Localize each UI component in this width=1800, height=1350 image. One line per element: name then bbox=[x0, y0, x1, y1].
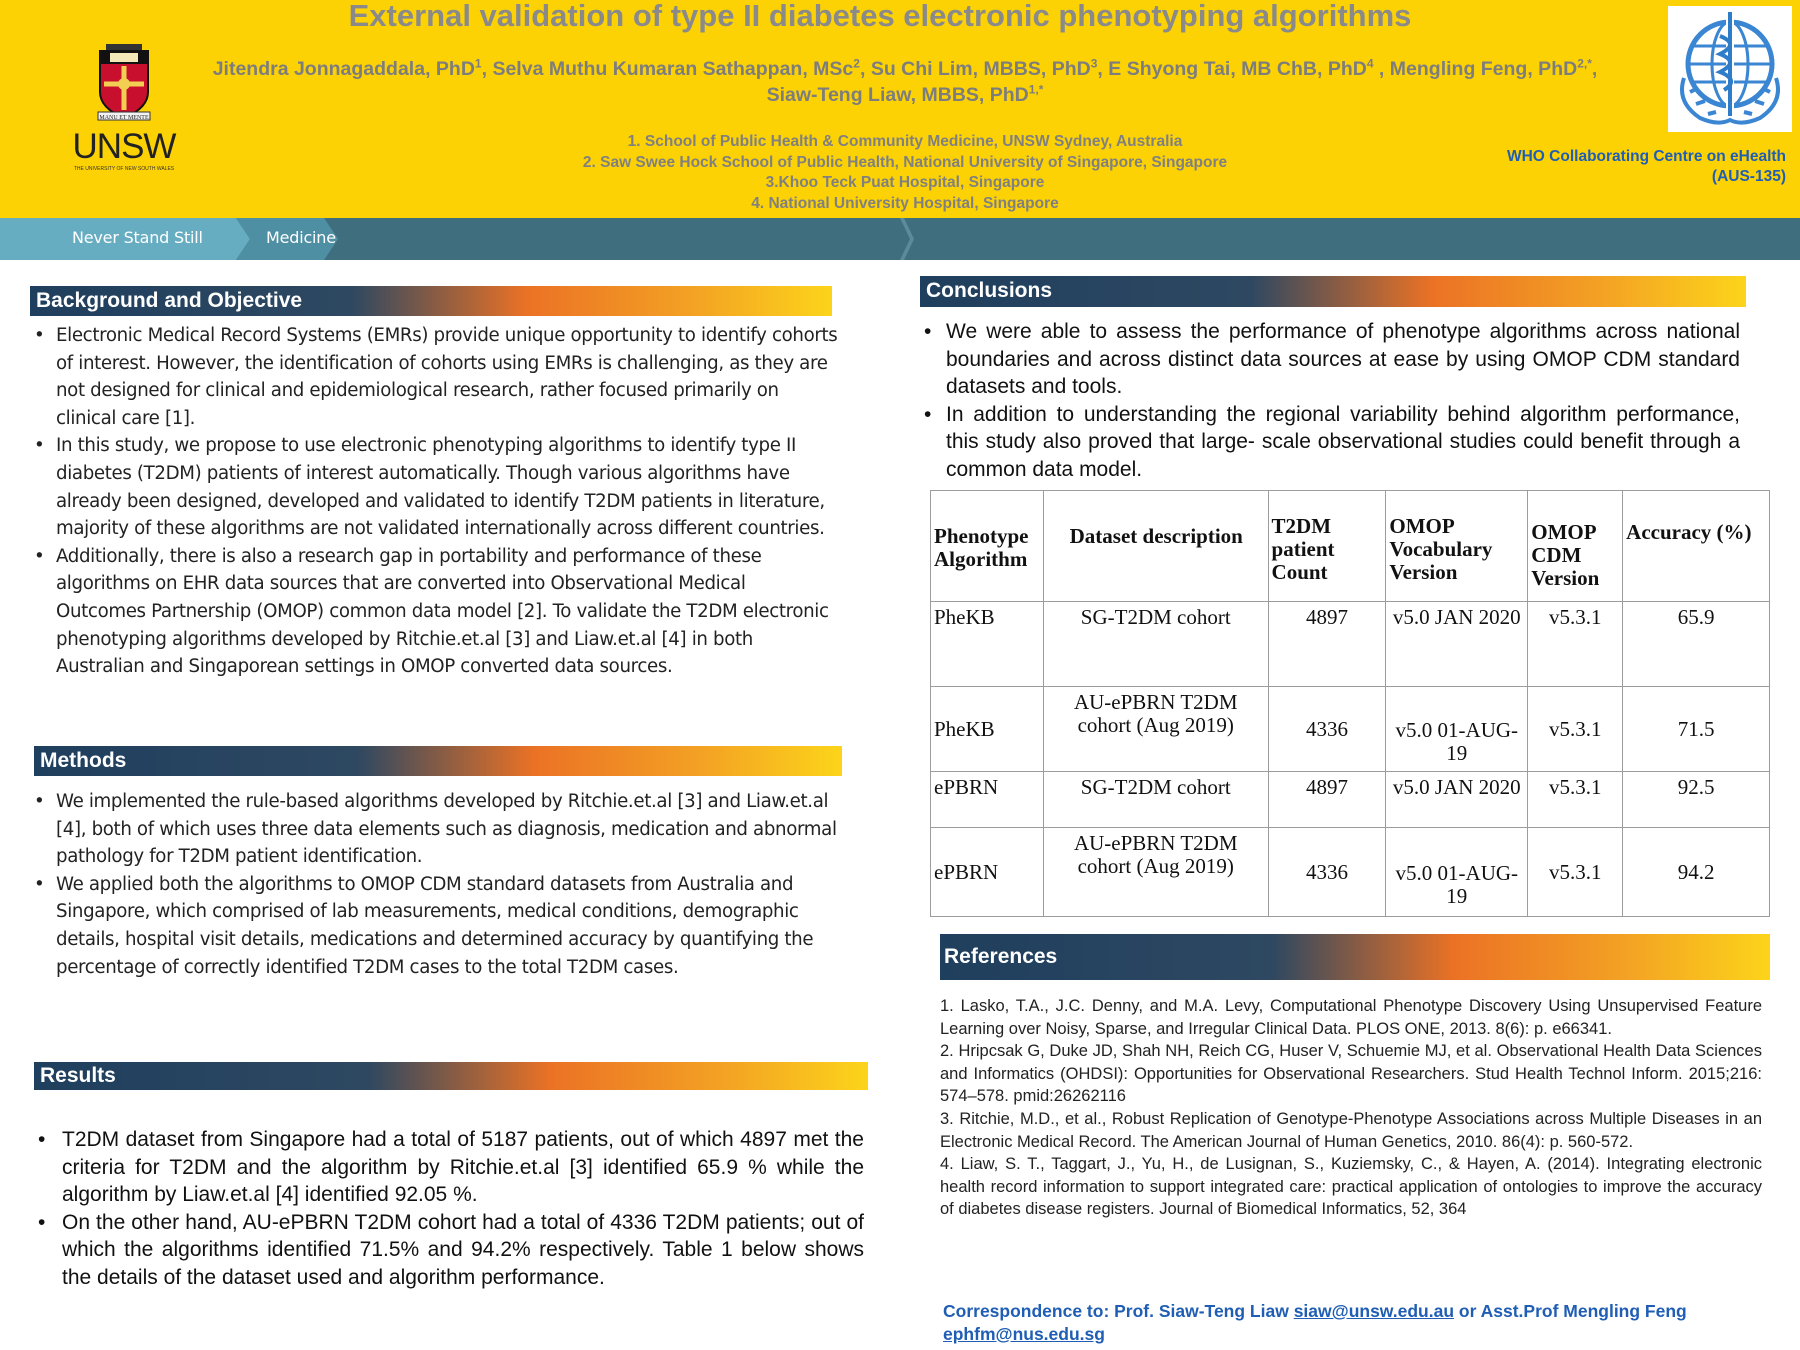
table-cell: AU-ePBRN T2DM cohort (Aug 2019) bbox=[1043, 687, 1268, 772]
author-name: Mengling Feng, PhD bbox=[1389, 58, 1578, 80]
table-cell: ePBRN bbox=[931, 772, 1044, 828]
background-heading: Background and Objective bbox=[30, 286, 832, 316]
author-name: Jitendra Jonnagaddala, PhD bbox=[212, 58, 475, 80]
list-item: • We implemented the rule-based algorithms developed by Ritchie.et.al [3] and Liaw.et.al [4], both of which uses three data elements such as diagnosis, medication and abnormal pathology for T2DM patient identification. bbox=[30, 788, 850, 871]
list-item: • Additionally, there is also a research gap in portability and performance of these algorithms on EHR data sources that are converted into Observational Medical Outcomes Partnership (OMOP) common data model [2]. To validate the T2DM electronic phenotyping algorithms developed by Ritchie.et.al [3] and Liaw.et.al [4] in both Australian and Singaporean settings in OMOP converted data sources. bbox=[30, 543, 840, 681]
table-cell: 65.9 bbox=[1623, 602, 1770, 687]
table-row bbox=[931, 687, 1770, 772]
affiliation-list bbox=[430, 132, 1380, 214]
author-name: Selva Muthu Kumaran Sathappan, MSc bbox=[492, 58, 854, 80]
list-item: • In addition to understanding the regional variability behind algorithm performance, this study also proved that large- scale observational studies could benefit through a common data model. bbox=[920, 401, 1740, 484]
table-cell: 4897 bbox=[1268, 602, 1386, 687]
table-cell: SG-T2DM cohort bbox=[1043, 602, 1268, 687]
unsw-logo bbox=[68, 42, 180, 174]
email-link-liaw[interactable]: siaw@unsw.edu.au bbox=[1293, 1301, 1455, 1321]
table-cell: v5.0 01-AUG-19 bbox=[1386, 687, 1528, 772]
email-link-feng[interactable]: ephfm@nus.edu.sg bbox=[943, 1323, 1105, 1344]
author-affiliation-mark: 1,* bbox=[1028, 82, 1044, 97]
references-heading: References bbox=[940, 934, 1770, 980]
table-cell: SG-T2DM cohort bbox=[1043, 772, 1268, 828]
poster-title: External validation of type II diabetes electronic phenotyping algorithms bbox=[348, 0, 1412, 33]
table-cell: 4897 bbox=[1268, 772, 1386, 828]
table-cell: v5.3.1 bbox=[1528, 772, 1623, 828]
author-name: Su Chi Lim, MBBS, PhD bbox=[870, 58, 1091, 80]
table-row bbox=[931, 602, 1770, 687]
methods-heading: Methods bbox=[34, 746, 842, 776]
table-cell: AU-ePBRN T2DM cohort (Aug 2019) bbox=[1043, 828, 1268, 917]
table-cell: v5.3.1 bbox=[1528, 687, 1623, 772]
list-item: • T2DM dataset from Singapore had a total of 5187 patients, out of which 4897 met the criteria for T2DM and the algorithm by Ritchie.et.al [3] identified 65.9 % while the algorithm by Liaw.et.al [4] identified 92.05 %. bbox=[34, 1126, 864, 1209]
table-cell: 71.5 bbox=[1623, 687, 1770, 772]
table-header: Phenotype Algorithm bbox=[931, 491, 1044, 602]
affiliation-line: 4. National University Hospital, Singapore bbox=[751, 194, 1059, 212]
table-cell: 92.5 bbox=[1623, 772, 1770, 828]
unsw-wordmark: UNSW bbox=[72, 127, 176, 166]
reference-item: 3. Ritchie, M.D., et al., Robust Replication of Genotype-Phenotype Associations across Multiple Diseases in an Electronic Medical Record. The American Journal of Human Genetics, 2010. 86(4): p. 560-572. bbox=[940, 1109, 1762, 1151]
table-header: T2DM patient Count bbox=[1268, 491, 1386, 602]
conclusions-heading: Conclusions bbox=[920, 276, 1746, 307]
affiliation-line: 1. School of Public Health & Community Medicine, UNSW Sydney, Australia bbox=[627, 133, 1183, 150]
table-cell: v5.3.1 bbox=[1528, 828, 1623, 917]
author-affiliation-mark: 3 bbox=[1090, 56, 1098, 71]
author-name: Siaw-Teng Liaw, MBBS, PhD bbox=[766, 84, 1029, 106]
unsw-motto: MANU ET MENTE bbox=[99, 115, 149, 121]
table-header: Dataset description bbox=[1043, 491, 1268, 602]
table-header: OMOP Vocabulary Version bbox=[1386, 491, 1528, 602]
table-header: OMOP CDM Version bbox=[1528, 491, 1623, 602]
table-cell: v5.0 JAN 2020 bbox=[1386, 772, 1528, 828]
affiliation-line: 2. Saw Swee Hock School of Public Health, National University of Singapore, Singapore bbox=[582, 153, 1228, 171]
author-affiliation-mark: 2,* bbox=[1577, 56, 1592, 71]
affiliation-line: 3.Khoo Teck Puat Hospital, Singapore bbox=[765, 174, 1045, 191]
author-affiliation-mark: 1 bbox=[474, 56, 482, 71]
reference-list bbox=[940, 995, 1762, 1221]
reference-item: 1. Lasko, T.A., J.C. Denny, and M.A. Levy, Computational Phenotype Discovery Using Unsupervised Feature Learning over Noisy, Sparse, and Irregular Clinical Data. PLOS ONE, 2013. 8(6): p. e66341. bbox=[940, 997, 1762, 1038]
table-header: Accuracy (%) bbox=[1623, 491, 1770, 602]
correspondence: Correspondence to: Prof. Siaw-Teng Liaw siaw@unsw.edu.au or Asst.Prof Mengling Feng ephfm@nus.edu.sg bbox=[943, 1301, 1687, 1344]
list-item: • On the other hand, AU-ePBRN T2DM cohort had a total of 4336 T2DM patients; out of which the algorithms identified 71.5% and 94.2% respectively. Table 1 below shows the details of the dataset used and algorithm performance. bbox=[34, 1209, 864, 1292]
who-collaborating-centre-label: WHO Collaborating Centre on eHealth (AUS-135) bbox=[1506, 148, 1786, 185]
table-row bbox=[931, 828, 1770, 917]
list-item: • We were able to assess the performance of phenotype algorithms across national boundaries and across distinct data sources at ease by using OMOP CDM standard datasets and tools. bbox=[920, 318, 1740, 401]
conclusions-bullets bbox=[920, 318, 1740, 483]
tab-medicine[interactable]: Medicine bbox=[266, 228, 336, 247]
table-cell: v5.0 JAN 2020 bbox=[1386, 602, 1528, 687]
poster-header bbox=[0, 0, 1800, 218]
author-name: E Shyong Tai, MB ChB, PhD bbox=[1108, 58, 1367, 80]
results-heading: Results bbox=[34, 1062, 868, 1090]
who-logo bbox=[1668, 6, 1792, 132]
table-cell: PheKB bbox=[931, 687, 1044, 772]
results-bullets bbox=[34, 1126, 864, 1291]
table-row bbox=[931, 772, 1770, 828]
table-cell: 4336 bbox=[1268, 687, 1386, 772]
author-list: Jitendra Jonnagaddala, PhD$^1$, Selva Muthu Kumaran Sathappan, MSc$^2$, Su Chi Lim, MBBS, PhD$^3$, E Shyong Tai, MB ChB, PhD$^4$ , Mengling Feng, PhD$^{2,*}$, Siaw-Teng Liaw, MBBS, PhD$^{1,*}$ bbox=[212, 56, 1598, 106]
table-cell: ePBRN bbox=[931, 828, 1044, 917]
list-item: • Electronic Medical Record Systems (EMRs) provide unique opportunity to identify cohorts of interest. However, the identification of cohorts using EMRs is challenging, as they are not designed for clinical and epidemiological research, rather focused primarily on clinical care [1]. bbox=[30, 322, 840, 432]
table-cell: v5.3.1 bbox=[1528, 602, 1623, 687]
author-affiliation-mark: 2 bbox=[853, 56, 860, 71]
tab-never-stand-still[interactable]: Never Stand Still bbox=[72, 228, 203, 247]
list-item: • In this study, we propose to use electronic phenotyping algorithms to identify type II diabetes (T2DM) patients of interest automatically. Though various algorithms have already been designed, developed and validated to identify T2DM patients in literature, majority of these algorithms are not validated internationally across different countries. bbox=[30, 432, 840, 542]
table-cell: 4336 bbox=[1268, 828, 1386, 917]
nav-band bbox=[0, 218, 1800, 260]
table-cell: v5.0 01-AUG-19 bbox=[1386, 828, 1528, 917]
methods-bullets bbox=[30, 788, 850, 981]
background-bullets bbox=[30, 322, 840, 681]
reference-item: 4. Liaw, S. T., Taggart, J., Yu, H., de Lusignan, S., Kuziemsky, C., & Hayen, A. (2014). Integrating electronic health record information to support integrated care: practical application of ontologies to improve the accuracy of diabetes disease registers. Journal of Biomedical Informatics, 52, 364 bbox=[940, 1155, 1762, 1219]
unsw-tagline: THE UNIVERSITY OF NEW SOUTH WALES bbox=[73, 166, 175, 172]
results-table bbox=[930, 490, 1770, 917]
table-header-row bbox=[931, 491, 1770, 602]
table-cell: 94.2 bbox=[1623, 828, 1770, 917]
author-affiliation-mark: 4 bbox=[1366, 56, 1374, 71]
list-item: • We applied both the algorithms to OMOP CDM standard datasets from Australia and Singapore, which comprised of lab measurements, medical conditions, demographic details, hospital visit details, medications and determined accuracy by quantifying the percentage of correctly identified T2DM cases to the total T2DM cases. bbox=[30, 871, 850, 981]
reference-item: 2. Hripcsak G, Duke JD, Shah NH, Reich CG, Huser V, Schuemie MJ, et al. Observational Health Data Sciences and Informatics (OHDSI): Opportunities for Observational Researchers. Stud Health Technol Inform. 2015;216: 574–578. pmid:26262116 bbox=[940, 1042, 1762, 1106]
table-cell: PheKB bbox=[931, 602, 1044, 687]
